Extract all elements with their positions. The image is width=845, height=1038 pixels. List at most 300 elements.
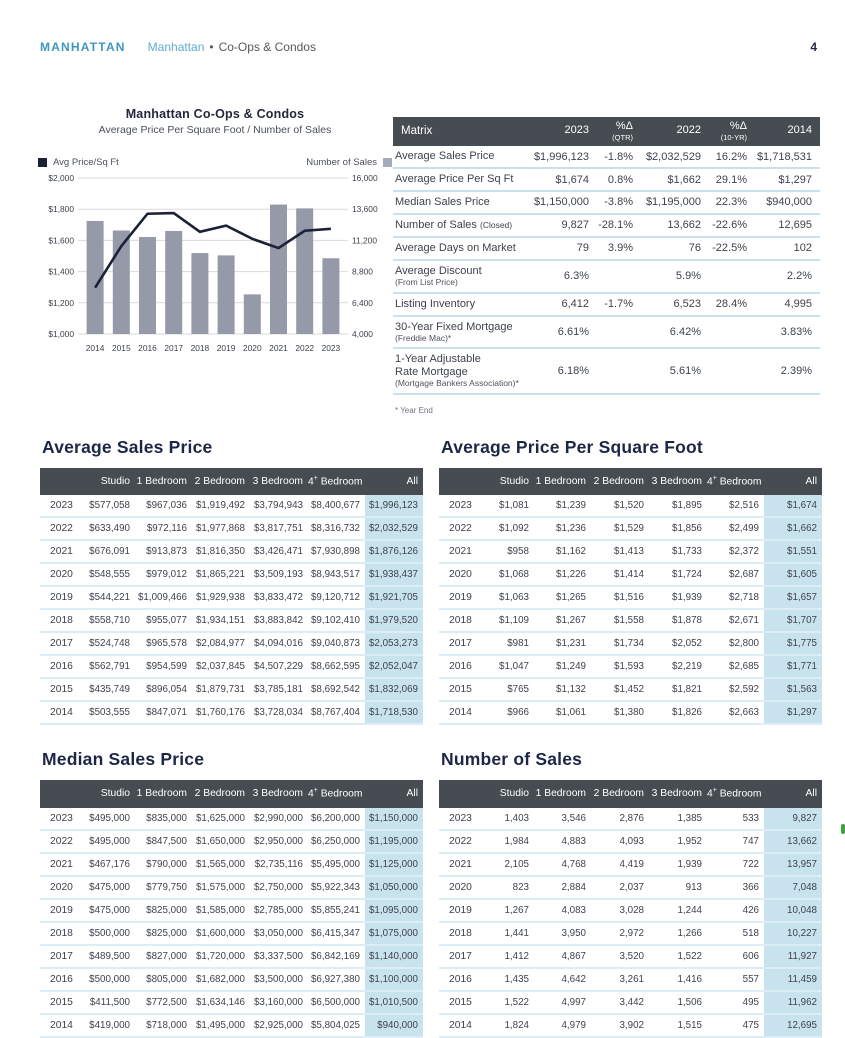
value-cell: $965,578 — [135, 632, 192, 655]
table-header-row — [439, 780, 822, 807]
value-cell: $577,058 — [78, 495, 135, 517]
value-cell: 1,435 — [477, 968, 534, 991]
right-axis-tick: 4,000 — [352, 329, 373, 339]
matrix-value-cell: -22.5% — [709, 237, 755, 260]
right-axis-tick: 16,000 — [352, 173, 378, 183]
bar-2016 — [139, 237, 156, 334]
value-cell: $633,490 — [78, 517, 135, 540]
table-row — [40, 945, 423, 968]
table-row — [439, 495, 822, 517]
value-cell: $2,925,000 — [250, 1014, 308, 1037]
value-cell: $475,000 — [78, 899, 135, 922]
value-cell: $500,000 — [78, 922, 135, 945]
value-cell: $1,529 — [591, 517, 649, 540]
table-row — [439, 876, 822, 899]
value-cell: $1,895 — [649, 495, 707, 517]
table-row — [439, 586, 822, 609]
value-cell: $503,555 — [78, 701, 135, 724]
value-cell: 3,520 — [591, 945, 649, 968]
value-cell: $1,249 — [534, 655, 591, 678]
matrix-value-cell: 28.4% — [709, 293, 755, 316]
value-cell: $1,720,000 — [192, 945, 250, 968]
value-cell: $1,733 — [649, 540, 707, 563]
value-cell: 3,902 — [591, 1014, 649, 1037]
x-axis-label: 2021 — [269, 343, 288, 353]
value-cell: $6,415,347 — [308, 922, 365, 945]
breadcrumb-section: Co-Ops & Condos — [218, 40, 316, 54]
value-cell: $2,718 — [707, 586, 764, 609]
year-cell: 2019 — [40, 586, 78, 609]
matrix-row — [393, 293, 820, 316]
value-cell: $896,054 — [135, 678, 192, 701]
matrix-value-cell: 12,695 — [755, 214, 820, 237]
matrix-value-cell: 22.3% — [709, 191, 755, 214]
all-value-cell: $1,297 — [764, 701, 822, 724]
value-cell: $1,929,938 — [192, 586, 250, 609]
table-row — [40, 876, 423, 899]
x-axis-label: 2019 — [216, 343, 236, 353]
x-axis-label: 2022 — [295, 343, 315, 353]
value-cell: 1,939 — [649, 853, 707, 876]
matrix-row-label: Listing Inventory — [393, 293, 529, 316]
all-value-cell: 9,827 — [764, 808, 822, 830]
left-axis-tick: $2,000 — [48, 173, 74, 183]
all-value-cell: 13,662 — [764, 830, 822, 853]
year-cell: 2019 — [439, 899, 477, 922]
matrix-value-cell: 6.3% — [529, 260, 597, 293]
matrix-value-cell: $1,674 — [529, 168, 597, 191]
value-cell: $495,000 — [78, 808, 135, 830]
value-cell: $562,791 — [78, 655, 135, 678]
breadcrumb-separator: • — [209, 40, 214, 54]
matrix-value-cell: 3.83% — [755, 316, 820, 349]
matrix-column-header-1: %Δ (QTR) — [597, 117, 641, 146]
value-cell: 1,267 — [477, 899, 534, 922]
all-value-cell: $1,707 — [764, 609, 822, 632]
matrix-value-cell: $1,150,000 — [529, 191, 597, 214]
value-cell: $6,250,000 — [308, 830, 365, 853]
all-value-cell: 12,695 — [764, 1014, 822, 1037]
bar-2017 — [165, 231, 182, 334]
value-cell: $1,634,146 — [192, 991, 250, 1014]
value-cell: $913,873 — [135, 540, 192, 563]
value-cell: $1,265 — [534, 586, 591, 609]
value-cell: $4,094,016 — [250, 632, 308, 655]
value-cell: $1,452 — [591, 678, 649, 701]
value-cell: 1,412 — [477, 945, 534, 968]
table-row — [439, 991, 822, 1014]
all-value-cell: $1,938,437 — [365, 563, 423, 586]
table-row — [439, 808, 822, 830]
value-cell: $765 — [477, 678, 534, 701]
value-cell: $489,500 — [78, 945, 135, 968]
value-cell: $419,000 — [78, 1014, 135, 1037]
matrix-value-cell — [597, 348, 641, 394]
value-cell: $9,040,873 — [308, 632, 365, 655]
section-median-sales-price — [40, 749, 423, 1037]
value-cell: 4,867 — [534, 945, 591, 968]
value-cell: $967,036 — [135, 495, 192, 517]
value-cell: $1,760,176 — [192, 701, 250, 724]
value-cell: $1,865,221 — [192, 563, 250, 586]
matrix-row-label: 30-Year Fixed Mortgage (Freddie Mac)* — [393, 316, 529, 349]
year-cell: 2018 — [439, 609, 477, 632]
column-header-5: All — [764, 468, 822, 495]
table-row — [40, 991, 423, 1014]
all-value-cell: $1,095,000 — [365, 899, 423, 922]
value-cell: $524,748 — [78, 632, 135, 655]
all-value-cell: $1,140,000 — [365, 945, 423, 968]
value-cell: $847,500 — [135, 830, 192, 853]
value-cell: 4,997 — [534, 991, 591, 1014]
all-value-cell: 13,957 — [764, 853, 822, 876]
matrix-row-label: Median Sales Price — [393, 191, 529, 214]
year-cell: 2017 — [40, 945, 78, 968]
matrix-value-cell: 6,523 — [641, 293, 709, 316]
value-cell: 4,768 — [534, 853, 591, 876]
column-header-2: 2 Bedroom — [591, 468, 649, 495]
value-cell: $981 — [477, 632, 534, 655]
matrix-value-cell: 2.39% — [755, 348, 820, 394]
table-row — [439, 968, 822, 991]
table-row — [439, 945, 822, 968]
matrix-row-label: Average Sales Price — [393, 146, 529, 168]
value-cell: $4,507,229 — [250, 655, 308, 678]
value-cell: $2,990,000 — [250, 808, 308, 830]
bar-2021 — [270, 205, 287, 334]
value-cell: 533 — [707, 808, 764, 830]
year-column-header — [439, 780, 477, 807]
value-cell: $2,372 — [707, 540, 764, 563]
matrix-table — [393, 117, 820, 395]
value-cell: $1,724 — [649, 563, 707, 586]
value-cell: $3,509,193 — [250, 563, 308, 586]
matrix-value-cell: $1,718,531 — [755, 146, 820, 168]
matrix-footnote: * Year End — [395, 406, 433, 416]
legend-label-number-of-sales: Number of Sales — [306, 157, 377, 168]
year-cell: 2014 — [40, 701, 78, 724]
value-cell: $2,785,000 — [250, 899, 308, 922]
matrix-row — [393, 316, 820, 349]
value-cell: $1,600,000 — [192, 922, 250, 945]
value-cell: 1,385 — [649, 808, 707, 830]
value-cell: $3,050,000 — [250, 922, 308, 945]
chart-subtitle: Average Price Per Square Foot / Number of Sales — [98, 124, 332, 136]
left-axis-tick: $1,000 — [48, 329, 74, 339]
table-row — [40, 701, 423, 724]
value-cell: $9,120,712 — [308, 586, 365, 609]
value-cell: 1,522 — [649, 945, 707, 968]
value-cell: $8,767,404 — [308, 701, 365, 724]
value-cell: $1,267 — [534, 609, 591, 632]
table-row — [439, 609, 822, 632]
value-cell: $7,930,898 — [308, 540, 365, 563]
table-row — [40, 517, 423, 540]
value-cell: $1,009,466 — [135, 586, 192, 609]
matrix-title: Matrix — [393, 117, 529, 146]
value-cell: $1,934,151 — [192, 609, 250, 632]
value-cell: $5,804,025 — [308, 1014, 365, 1037]
value-cell: $1,063 — [477, 586, 534, 609]
value-cell: $6,200,000 — [308, 808, 365, 830]
matrix-row — [393, 191, 820, 214]
year-cell: 2014 — [439, 701, 477, 724]
table-row — [439, 678, 822, 701]
value-cell: $1,565,000 — [192, 853, 250, 876]
all-value-cell: $1,050,000 — [365, 876, 423, 899]
value-cell: $1,856 — [649, 517, 707, 540]
value-cell: $1,236 — [534, 517, 591, 540]
matrix-value-cell: 4,995 — [755, 293, 820, 316]
chart-title: Manhattan Co-Ops & Condos — [125, 107, 305, 121]
column-header-0: Studio — [477, 780, 534, 807]
matrix-value-cell: 5.61% — [641, 348, 709, 394]
table-row — [40, 678, 423, 701]
value-cell: $9,102,410 — [308, 609, 365, 632]
value-cell: $1,650,000 — [192, 830, 250, 853]
value-cell: $1,826 — [649, 701, 707, 724]
value-cell: $467,176 — [78, 853, 135, 876]
table-row — [40, 586, 423, 609]
all-value-cell: $1,551 — [764, 540, 822, 563]
value-cell: 495 — [707, 991, 764, 1014]
value-cell: $1,939 — [649, 586, 707, 609]
value-cell: $825,000 — [135, 922, 192, 945]
table-row — [439, 632, 822, 655]
value-cell: 4,642 — [534, 968, 591, 991]
value-cell: $2,735,116 — [250, 853, 308, 876]
year-column-header — [40, 468, 78, 495]
column-header-1: 1 Bedroom — [135, 780, 192, 807]
all-value-cell: $1,674 — [764, 495, 822, 517]
matrix-column-header-0: 2023 — [529, 117, 597, 146]
matrix-value-cell: 3.9% — [597, 237, 641, 260]
table-average-price-per-square-foot — [439, 468, 822, 725]
table-row — [40, 540, 423, 563]
year-cell: 2023 — [439, 808, 477, 830]
all-value-cell: 10,048 — [764, 899, 822, 922]
value-cell: $8,692,542 — [308, 678, 365, 701]
value-cell: 1,952 — [649, 830, 707, 853]
value-cell: $6,842,169 — [308, 945, 365, 968]
value-cell: $1,047 — [477, 655, 534, 678]
section-number-of-sales — [439, 749, 822, 1037]
table-row — [439, 922, 822, 945]
value-cell: $8,943,517 — [308, 563, 365, 586]
value-cell: 1,824 — [477, 1014, 534, 1037]
all-value-cell: $1,100,000 — [365, 968, 423, 991]
column-header-0: Studio — [78, 468, 135, 495]
detail-tables-grid — [40, 437, 822, 1038]
year-cell: 2017 — [40, 632, 78, 655]
value-cell: 426 — [707, 899, 764, 922]
value-cell: 2,884 — [534, 876, 591, 899]
matrix-value-cell: 29.1% — [709, 168, 755, 191]
matrix-column-header-4: 2014 — [755, 117, 820, 146]
value-cell: 557 — [707, 968, 764, 991]
value-cell: $3,500,000 — [250, 968, 308, 991]
bar-2023 — [322, 258, 339, 334]
all-value-cell: $1,125,000 — [365, 853, 423, 876]
table-row — [439, 701, 822, 724]
value-cell: $2,687 — [707, 563, 764, 586]
left-axis-tick: $1,200 — [48, 297, 74, 308]
value-cell: $3,794,943 — [250, 495, 308, 517]
bar-2022 — [296, 208, 313, 334]
column-header-4: 4+ Bedroom — [707, 468, 764, 495]
year-cell: 2022 — [40, 517, 78, 540]
value-cell: 4,979 — [534, 1014, 591, 1037]
all-value-cell: $940,000 — [365, 1014, 423, 1037]
value-cell: $8,400,677 — [308, 495, 365, 517]
year-cell: 2021 — [40, 540, 78, 563]
all-value-cell: $2,053,273 — [365, 632, 423, 655]
matrix-value-cell: 79 — [529, 237, 597, 260]
value-cell: $3,426,471 — [250, 540, 308, 563]
year-cell: 2015 — [40, 678, 78, 701]
value-cell: $779,750 — [135, 876, 192, 899]
section-title: Average Price Per Square Foot — [441, 437, 703, 457]
year-cell: 2016 — [40, 655, 78, 678]
year-cell: 2020 — [439, 563, 477, 586]
value-cell: $435,749 — [78, 678, 135, 701]
matrix-row-label: 1-Year Adjustable Rate Mortgage (Mortgage Bankers Association)* — [393, 348, 529, 394]
all-value-cell: $2,052,047 — [365, 655, 423, 678]
table-row — [439, 899, 822, 922]
value-cell: $718,000 — [135, 1014, 192, 1037]
matrix-value-cell: 9,827 — [529, 214, 597, 237]
column-header-3: 3 Bedroom — [250, 780, 308, 807]
value-cell: $1,162 — [534, 540, 591, 563]
table-row — [40, 830, 423, 853]
year-cell: 2021 — [40, 853, 78, 876]
avg-price-line — [95, 213, 331, 288]
value-cell: 4,093 — [591, 830, 649, 853]
matrix-value-cell: $1,996,123 — [529, 146, 597, 168]
all-value-cell: $1,921,705 — [365, 586, 423, 609]
price-sales-chart — [38, 170, 392, 366]
value-cell: 747 — [707, 830, 764, 853]
value-cell: $5,495,000 — [308, 853, 365, 876]
table-number-of-sales — [439, 780, 822, 1037]
column-header-2: 2 Bedroom — [192, 780, 250, 807]
value-cell: $495,000 — [78, 830, 135, 853]
table-row — [439, 563, 822, 586]
year-cell: 2016 — [439, 655, 477, 678]
all-value-cell: $1,075,000 — [365, 922, 423, 945]
all-value-cell: 11,962 — [764, 991, 822, 1014]
year-cell: 2019 — [40, 899, 78, 922]
column-header-4: 4+ Bedroom — [308, 780, 365, 807]
year-cell: 2021 — [439, 540, 477, 563]
value-cell: 823 — [477, 876, 534, 899]
value-cell: $3,160,000 — [250, 991, 308, 1014]
value-cell: 1,984 — [477, 830, 534, 853]
column-header-1: 1 Bedroom — [534, 780, 591, 807]
column-header-0: Studio — [78, 780, 135, 807]
matrix-value-cell — [709, 316, 755, 349]
section-title: Median Sales Price — [42, 749, 205, 770]
value-cell: $8,662,595 — [308, 655, 365, 678]
table-row — [439, 830, 822, 853]
matrix-value-cell: 102 — [755, 237, 820, 260]
value-cell: $847,071 — [135, 701, 192, 724]
matrix-value-cell — [597, 316, 641, 349]
column-header-4: 4+ Bedroom — [308, 468, 365, 495]
value-cell: $544,221 — [78, 586, 135, 609]
matrix-column-header-2: 2022 — [641, 117, 709, 146]
left-axis-tick: $1,600 — [48, 235, 74, 246]
all-value-cell: $1,150,000 — [365, 808, 423, 830]
value-cell: $954,599 — [135, 655, 192, 678]
value-cell: 475 — [707, 1014, 764, 1037]
table-average-sales-price — [40, 468, 423, 725]
left-axis-tick: $1,400 — [48, 266, 74, 277]
all-value-cell: $2,032,529 — [365, 517, 423, 540]
value-cell: $411,500 — [78, 991, 135, 1014]
bar-2018 — [191, 253, 208, 334]
matrix-value-cell: $1,662 — [641, 168, 709, 191]
all-value-cell: 11,459 — [764, 968, 822, 991]
all-value-cell: $1,662 — [764, 517, 822, 540]
year-cell: 2020 — [40, 876, 78, 899]
all-value-cell: $1,718,530 — [365, 701, 423, 724]
matrix-value-cell: 2.2% — [755, 260, 820, 293]
right-edge-marker — [841, 824, 845, 834]
right-axis-tick: 13,600 — [352, 204, 378, 215]
avg-price-swatch-icon — [38, 158, 47, 167]
value-cell: $1,575,000 — [192, 876, 250, 899]
matrix-row-label: Number of Sales (Closed) — [393, 214, 529, 237]
matrix-row — [393, 214, 820, 237]
bar-2019 — [218, 255, 235, 334]
value-cell: 1,515 — [649, 1014, 707, 1037]
year-cell: 2020 — [40, 563, 78, 586]
x-axis-label: 2017 — [164, 343, 184, 353]
column-header-5: All — [365, 780, 423, 807]
all-value-cell: $1,771 — [764, 655, 822, 678]
value-cell: $1,682,000 — [192, 968, 250, 991]
year-cell: 2020 — [439, 876, 477, 899]
matrix-row — [393, 168, 820, 191]
x-axis-label: 2023 — [321, 343, 341, 353]
value-cell: $835,000 — [135, 808, 192, 830]
matrix-value-cell: -28.1% — [597, 214, 641, 237]
year-cell: 2022 — [439, 517, 477, 540]
table-header-row — [439, 468, 822, 495]
column-header-1: 1 Bedroom — [135, 468, 192, 495]
matrix-value-cell: 6.42% — [641, 316, 709, 349]
section-average-sales-price — [40, 437, 423, 725]
value-cell: $2,499 — [707, 517, 764, 540]
value-cell: 1,244 — [649, 899, 707, 922]
year-cell: 2023 — [439, 495, 477, 517]
value-cell: $676,091 — [78, 540, 135, 563]
value-cell: $2,592 — [707, 678, 764, 701]
year-cell: 2014 — [40, 1014, 78, 1037]
breadcrumb-market: Manhattan — [147, 40, 205, 54]
year-column-header — [40, 780, 78, 807]
value-cell: $1,816,350 — [192, 540, 250, 563]
matrix-value-cell: $1,195,000 — [641, 191, 709, 214]
matrix-value-cell: -1.7% — [597, 293, 641, 316]
column-header-5: All — [764, 780, 822, 807]
value-cell: $2,663 — [707, 701, 764, 724]
matrix-row-label: Average Days on Market — [393, 237, 529, 260]
all-value-cell: 11,927 — [764, 945, 822, 968]
year-cell: 2016 — [40, 968, 78, 991]
value-cell: $3,728,034 — [250, 701, 308, 724]
